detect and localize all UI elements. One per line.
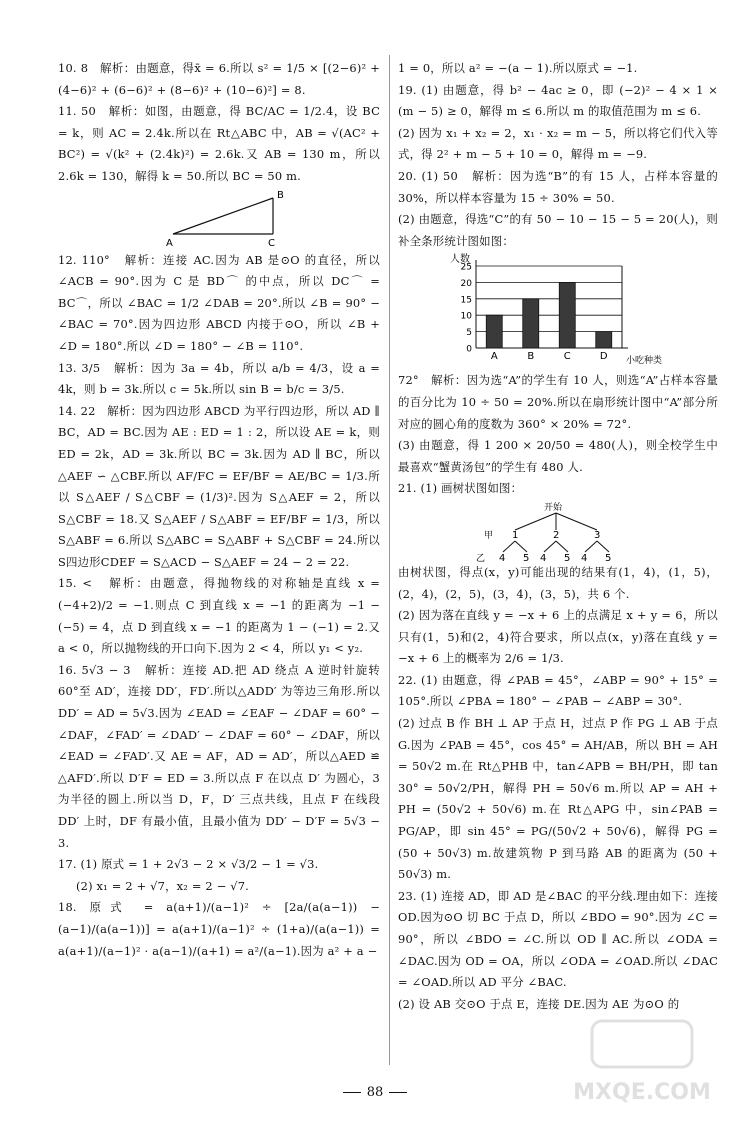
- answer-22-part1: 22. (1) 由题意，得 ∠PAB = 45°，∠ABP = 90° + 15° = 105°.所以 ∠PBA = 180° − ∠PAB − ∠ABP = 30°.: [398, 672, 722, 709]
- left-column: [58, 58, 384, 962]
- bar-chart-figure: [398, 252, 718, 370]
- tree-root-label: 开始: [544, 502, 563, 513]
- x-tick-label: C: [563, 351, 571, 363]
- tree-leaf-5: 4: [581, 552, 588, 562]
- answer-23-part2: (2) 设 AB 交⊙O 于点 E，连接 DE.因为 AE 为⊙O 的: [398, 996, 680, 1011]
- answer-16: 16. 5√3 − 3 解析：连接 AD.把 AD 绕点 A 逆时针旋转 60°至 AD′，连接 DD′，FD′.所以△ADD′ 为等边三角形.所以 DD′ = AD = 5√3.因为 ∠EAD = ∠EAF − ∠DAF = 60° − ∠DAF，∠FAD′ = ∠DAD′ − ∠DAF = 60° − ∠DAF，所以 ∠EAD = ∠FAD′.又 AE = AF，AD = AD′，所以△AED ≌ △AFD′.所以 D′F = ED = 3.所以点 F 在以点 D′ 为圆心，3 为半径的圆上.所以当 D，F，D′ 三点共线，且点 F 在线段 DD′ 上时，DF 有最小值，且最小值为 DD′ − D′F = 5√3 − 3.: [58, 662, 384, 850]
- y-tick-label: 15: [460, 295, 472, 306]
- bar-B: [523, 299, 539, 348]
- answer-15: 15. < 解析：由题意，得抛物线的对称轴是直线 x = (−4+2)/2 = −1.则点 C 到直线 x = −1 的距离为 −1 − (−5) = 4，点 D 到直线 x = −1 的距离为 1 − (−1) = 2.又 a < 0，所以抛物线的开口向下.因为 2 < 4，所以 y₁ < y₂.: [58, 576, 384, 656]
- right-column: [398, 58, 722, 1015]
- right-triangle-diagram: [58, 188, 380, 250]
- answer-17-part1: 17. (1) 原式 = 1 + 2√3 − 2 × √3/2 − 1 = √3.: [58, 857, 319, 872]
- triangle-figure: [58, 188, 380, 250]
- answer-13: 13. 3/5 解析：因为 3a = 4b，所以 a/b = 4/3，设 a = 4k，则 b = 3k.所以 c = 5k.所以 sin B = b/c = 3/5.: [58, 360, 384, 397]
- answer-20-part3: (3) 由题意，得 1 200 × 20/50 = 480(人)，则全校学生中最喜欢“蟹黄汤包”的学生有 480 人.: [398, 438, 718, 474]
- answer-11: 11. 50 解析：如图，由题意，得 BC/AC = 1/2.4，设 BC = k，则 AC = 2.4k.所以在 Rt△ABC 中，AB = √(AC² + BC²) = √(k² + (2.4k)²) = 2.6k.又 AB = 130 m，所以 2.6k = 130，解得 k = 50.所以 BC = 50 m.: [58, 104, 384, 183]
- tree-level1-label: 甲: [484, 530, 494, 541]
- bar-chart: [398, 252, 718, 370]
- answer-21-part1: 21. (1) 画树状图如图：: [398, 481, 523, 496]
- tree-level2-label: 乙: [476, 553, 486, 562]
- answer-20-part2: (2) 由题意，得选“C”的有 50 − 10 − 15 − 5 = 20(人)，则补全条形统计图如图：: [398, 212, 718, 248]
- tree-diagram: [398, 500, 718, 562]
- y-tick-label: 0: [466, 344, 472, 355]
- x-tick-label: B: [527, 351, 535, 363]
- answer-12: 12. 110° 解析：连接 AC.因为 AB 是⊙O 的直径，所以 ∠ACB = 90°.因为 C 是 BD⌒ 的中点，所以 DC⌒ = BC⌒，所以 ∠BAC = 1/2 ∠DAB = 20°.所以 ∠B = 90° − ∠BAC = 70°.因为四边形 ABCD 内接于⊙O，所以 ∠B + ∠D = 180°.所以 ∠D = 180° − ∠B = 110°.: [58, 252, 384, 353]
- tree-node-2: 2: [553, 529, 560, 541]
- bar-C: [559, 283, 575, 349]
- tree-leaf-6: 5: [605, 552, 612, 562]
- answer-20-part1: 20. (1) 50 解析：因为选“B”的有 15 人，占样本容量的 30%，所以样本容量为 15 ÷ 30% = 50.: [398, 168, 722, 205]
- chart-ylabel: 人数: [450, 254, 470, 266]
- tree-leaf-3: 4: [540, 552, 547, 562]
- x-tick-label: D: [599, 351, 608, 363]
- answer-18: 18. 原式 = a(a+1)/(a−1)² ÷ [2a/(a(a−1)) − (a−1)/(a(a−1))] = a(a+1)/(a−1)² ÷ (1+a)/(a(a−1)) = a(a+1)/(a−1)² · a(a−1)/(a+1) = a²/(a−1).因为 a² + a −: [58, 900, 384, 958]
- y-tick-label: 5: [466, 328, 472, 339]
- column-divider: [389, 55, 390, 1065]
- answer-23-part1: 23. (1) 连接 AD，即 AD 是∠BAC 的平分线.理由如下：连接 OD.因为⊙O 切 BC 于点 D，所以 ∠BDO = 90°.因为 ∠C = 90°，所以 ∠BDO = ∠C.所以 OD ∥ AC.所以 ∠ODA = ∠DAC.因为 OD = OA，所以 ∠ODA = ∠OAD.所以 ∠DAC = ∠OAD.所以 AD 平分 ∠BAC.: [398, 888, 722, 990]
- answer-10: 10. 8 解析：由题意，得x̄ = 6.所以 s² = 1/5 × [(2−6)² + (4−6)² + (6−6)² + (8−6)² + (10−6)²] = 8.: [58, 61, 384, 97]
- tree-leaf-2: 5: [523, 552, 530, 562]
- answer-21-result: 由树状图，得点(x，y)可能出现的结果有(1，4)，(1，5)，(2，4)，(2，5)，(3，4)，(3，5)，共 6 个.: [398, 564, 718, 601]
- y-tick-label: 25: [460, 262, 472, 273]
- vertex-b-label: B: [277, 189, 284, 201]
- answer-18-continued: 1 = 0，所以 a² = −(a − 1).所以原式 = −1.: [398, 61, 638, 75]
- page-dash-right: [389, 1092, 407, 1093]
- watermark-logo: [552, 1015, 732, 1105]
- page-dash-left: [343, 1092, 361, 1093]
- y-tick-label: 20: [460, 279, 472, 290]
- vertex-a-label: A: [166, 237, 173, 249]
- answer-14: 14. 22 解析：因为四边形 ABCD 为平行四边形，所以 AD ∥ BC，AD = BC.因为 AE : ED = 1 : 2，所以设 AE = k，则 ED = 2k，AD = 3k.所以 BC = 3k.因为 AD ∥ BC，所以△AEF ∽ △CBF.所以 AF/FC = EF/BF = AE/BC = 1/3.所以 S△AEF / S△CBF = (1/3)².因为 S△AEF = 2，所以 S△CBF = 18.又 S△AEF / S△ABF = EF/BF = 1/3，所以 S△ABF = 6.所以 S△ABC = S△ABF + S△CBF = 24.所以 S四边形CDEF = S△ACD − S△AEF = 24 − 2 = 22.: [58, 403, 384, 569]
- tree-node-1: 1: [512, 529, 519, 541]
- vertex-c-label: C: [268, 237, 275, 249]
- x-tick-label: A: [490, 351, 498, 363]
- page-number-text: 88: [366, 1085, 384, 1100]
- svg-text:MXQE.COM: MXQE.COM: [573, 1080, 711, 1105]
- answer-19-part1: 19. (1) 由题意，得 b² − 4ac ≥ 0，即 (−2)² − 4 × 1 × (m − 5) ≥ 0，解得 m ≤ 6.所以 m 的取值范围为 m ≤ 6.: [398, 82, 722, 119]
- chart-xlabel: 小吃种类: [626, 356, 663, 367]
- answer-21-part2: (2) 因为落在直线 y = −x + 6 上的点满足 x + y = 6，所以只有(1，5)和(2，4)符合要求，所以点(x，y)落在直线 y = −x + 6 上的概率为 2/6 = 1/3.: [398, 608, 722, 666]
- answer-22-part2: (2) 过点 B 作 BH ⊥ AP 于点 H，过点 P 作 PG ⊥ AB 于点 G.因为 ∠PAB = 45°，cos 45° = AH/AB，所以 BH = AH = 50√2 m.在 Rt△PHB 中，tan∠APB = BH/PH，即 tan 30° = 50√2/PH，解得 PH = 50√6 m.所以 AP = AH + PH = (50√2 + 50√6) m.在 Rt△APG 中，sin∠PAB = PG/AP，即 sin 45° = PG/(50√2 + 50√6)，解得 PG = (50 + 50√3) m.故建筑物 P 到马路 AB 的距离为 (50 + 50√3) m.: [398, 716, 722, 882]
- tree-leaf-1: 4: [499, 552, 506, 562]
- answer-17-part2: (2) x₁ = 2 + √7，x₂ = 2 − √7.: [76, 878, 249, 893]
- tree-node-3: 3: [594, 529, 601, 541]
- tree-leaf-4: 5: [564, 552, 571, 562]
- tree-diagram-figure: [398, 500, 718, 562]
- bar-A: [486, 316, 502, 349]
- bar-D: [596, 332, 612, 348]
- answer-20-explanation: 72° 解析：因为选“A”的学生有 10 人，则选“A”占样本容量的百分比为 10 ÷ 50 = 20%.所以在扇形统计图中“A”部分所对应的圆心角的度数为 360° × 20% = 72°.: [398, 373, 718, 431]
- answer-19-part2: (2) 因为 x₁ + x₂ = 2，x₁ · x₂ = m − 5，所以将它们代入等式，得 2² + m − 5 + 10 = 0，解得 m = −9.: [398, 125, 718, 162]
- y-tick-label: 10: [460, 312, 472, 323]
